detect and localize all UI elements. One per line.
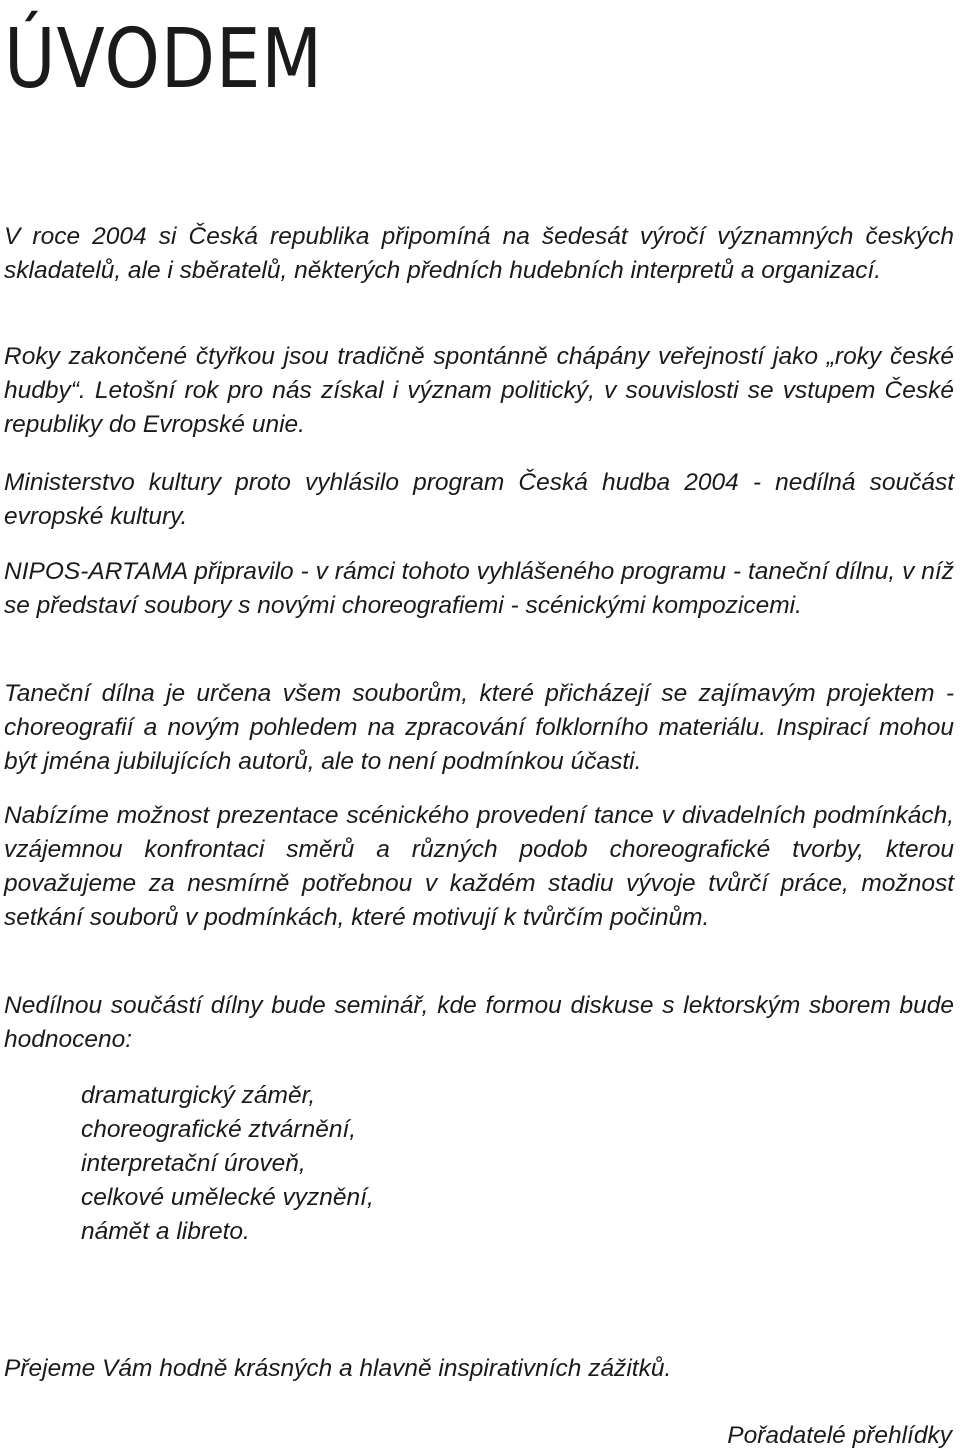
evaluation-criteria-list — [81, 1079, 374, 1249]
paragraph-seminar: Nedílnou součástí dílny bude seminář, kde formou diskuse s lektorským sborem bude hodnoceno: — [4, 992, 954, 1053]
list-item: dramaturgický záměr, — [81, 1082, 316, 1109]
closing-wish: Přejeme Vám hodně krásných a hlavně inspirativních zážitků. — [4, 1355, 672, 1382]
paragraph-ministry-program: Ministerstvo kultury proto vyhlásilo program Česká hudba 2004 - nedílná součást evropské kultury. — [4, 469, 954, 530]
page-title: ÚVODEM — [4, 12, 323, 107]
list-item: námět a libreto. — [81, 1218, 250, 1245]
paragraph-year-of-czech-music: Roky zakončené čtyřkou jsou tradičně spontánně chápány veřejností jako „roky české hudby“. Letošní rok pro nás získal i význam politický, v souvislosti se vstupem České republiky do Evropské unie. — [4, 343, 954, 438]
paragraph-dance-workshop: NIPOS-ARTAMA připravilo - v rámci tohoto vyhlášeného programu - taneční dílnu, v níž se představí soubory s novými choreografiemi - scénickými kompozicemi. — [4, 558, 954, 619]
paragraph-anniversary: V roce 2004 si Česká republika připomíná na šedesát výročí významných českých skladatelů, ale i sběratelů, některých předních hudebních interpretů a organizací. — [4, 223, 954, 284]
list-item: celkové umělecké vyznění, — [81, 1184, 374, 1211]
list-item: interpretační úroveň, — [81, 1150, 306, 1177]
signature: Pořadatelé přehlídky — [727, 1422, 952, 1449]
paragraph-offer: Nabízíme možnost prezentace scénického provedení tance v divadelních podmínkách, vzájemnou konfrontaci směrů a různých podob choreografické tvorby, kterou považujeme za nesmírně potřebnou v každém stadiu vývoje tvůrčí práce, možnost setkání souborů v podmínkách, které motivují k tvůrčím počinům. — [4, 802, 954, 931]
paragraph-workshop-target: Taneční dílna je určena všem souborům, které přicházejí se zajímavým projektem - choreografií a novým pohledem na zpracování folklorního materiálu. Inspirací mohou být jména jubilujících autorů, ale to není podmínkou účasti. — [4, 680, 954, 775]
list-item: choreografické ztvárnění, — [81, 1116, 357, 1143]
